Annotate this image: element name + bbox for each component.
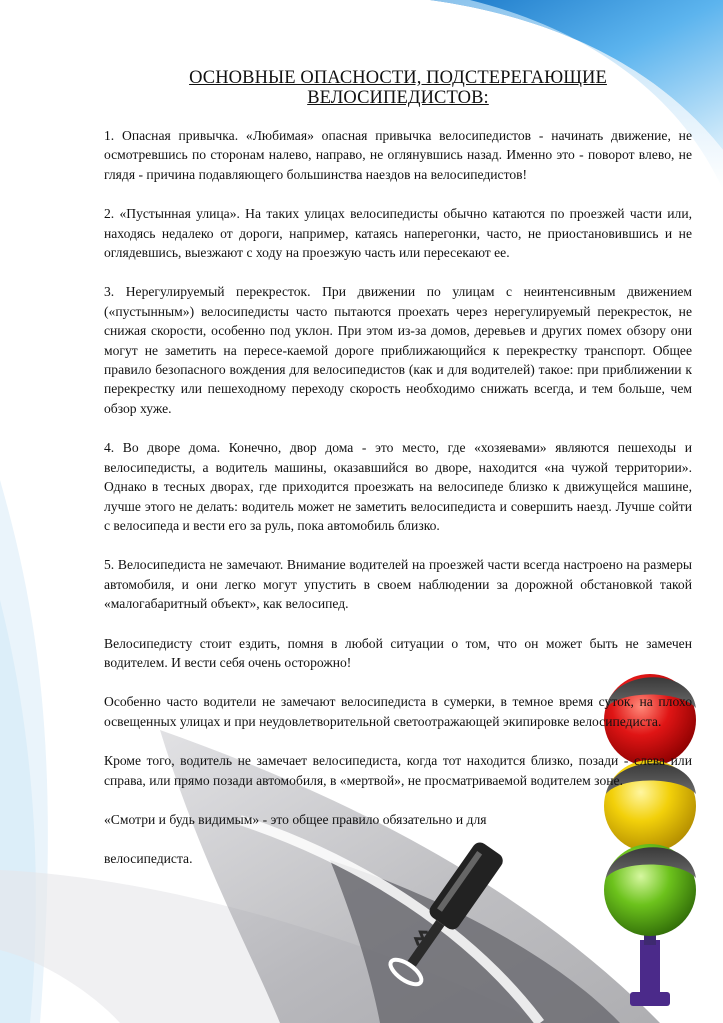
document-body — [104, 68, 692, 889]
paragraph-rule: «Смотри и будь видимым» - это общее правило обязательно и для — [104, 811, 487, 827]
paragraph-rule-end: велосипедиста. — [104, 851, 193, 867]
paragraph-empty-street: 2. «Пустынная улица». На таких улицах велосипедисты обычно катаются по проезжей части или, находясь недалеко от дороги, например, катаясь наперегонки, часто, не приостановившись и не оглядевшись, выезжают с ходу на проезжую часть или пересекают ее. — [104, 206, 692, 261]
paragraph-unregulated-crossing: 3. Нерегулируемый перекресток. При движении по улицам с неинтенсивным движением («пустынным») велосипедисты часто пытаются проехать через нерегулируемый перекресток, не снижая скорости, особенно под уклон. При этом из-за домов, деревьев и других помех обзору они могут не заметить на пересе-каемой дороге приближающийся к перекрестку транспорт. Общее правило безопасного вождения для велосипедистов (как и для водителей) такое: при приближении к перекрестку или пешеходному переходу скорость необходимо снижать всегда, и тем больше, чем обзор хуже. — [104, 284, 692, 416]
paragraph-not-noticed: 5. Велосипедиста не замечают. Внимание водителей на проезжей части всегда настроено на размеры автомобиля, и они легко могут упустить в своем наблюдении за дорожной обстановкой такой «малогабаритный объект», как велосипед. — [104, 557, 692, 612]
document-title: ОСНОВНЫЕ ОПАСНОСТИ, ПОДСТЕРЕГАЮЩИЕ ВЕЛОСИПЕДИСТОВ: — [189, 68, 607, 108]
paragraph-yard: 4. Во дворе дома. Конечно, двор дома - это место, где «хозяевами» являются пешеходы и велосипедисты, а водитель машины, оказавшийся во дворе, находится «на чужой территории». Однако в тесных дворах, где приходится проезжать на велосипеде близко к движущейся машине, лучше этого не делать: водитель может не заметить велосипедиста и совершить наезд. Лучше сойти с велосипеда и вести его за руль, пока автомобиль близко. — [104, 440, 692, 533]
paragraph-ride-carefully: Велосипедисту стоит ездить, помня в любой ситуации о том, что он может быть не замечен водителем. И вести себя очень осторожно! — [104, 635, 692, 670]
paragraph-blind-zone: Кроме того, водитель не замечает велосипедиста, когда тот находится близко, позади - слева или справа, или прямо позади автомобиля, в «мертвой», не просматриваемой водителем зоне. — [104, 753, 692, 788]
paragraph-habit: 1. Опасная привычка. «Любимая» опасная привычка велосипедистов - начинать движение, не осмотревшись по сторонам налево, направо, не оглянувшись назад. Именно это - поворот влево, не глядя - причина подавляющего большинства наездов на велосипедистов! — [104, 128, 692, 182]
paragraph-twilight: Особенно часто водители не замечают велосипедиста в сумерки, в темное время суток, на плохо освещенных улицах и при неудовлетворительной светоотражающей экипировке велосипедиста. — [104, 694, 692, 729]
